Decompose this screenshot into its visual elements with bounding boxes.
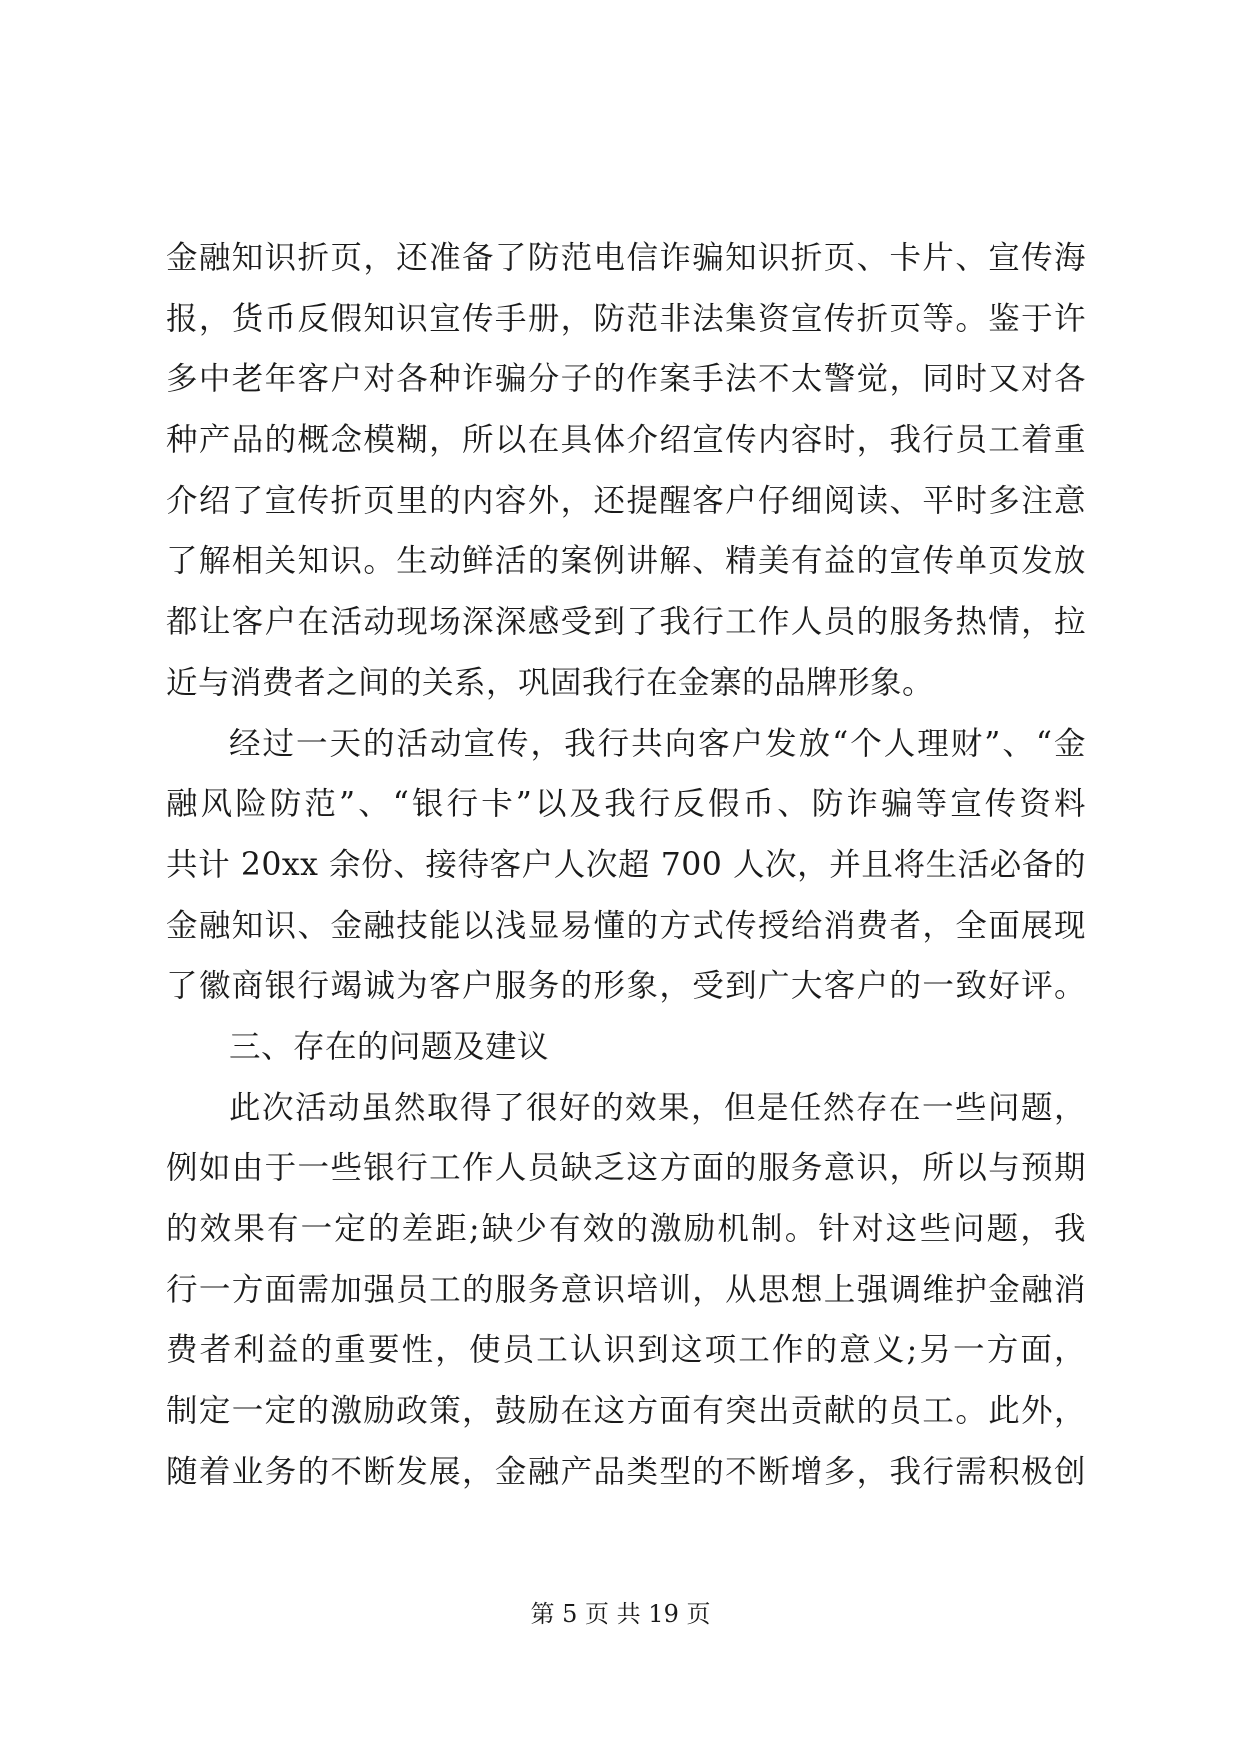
text-line: 的效果有一定的差距;缺少有效的激励机制。针对这些问题，我 <box>166 1211 1086 1247</box>
text-line: 了徽商银行竭诚为客户服务的形象，受到广大客户的一致好评。 <box>166 968 1086 1005</box>
page-footer: 第 5 页 共 19 页 <box>530 1600 711 1628</box>
text-line: 金融知识折页，还准备了防范电信诈骗知识折页、卡片、宣传海 <box>166 240 1086 276</box>
text-line: 报，货币反假知识宣传手册，防范非法集资宣传折页等。鉴于许 <box>166 300 1086 337</box>
text-line: 介绍了宣传折页里的内容外，还提醒客户仔细阅读、平时多注意 <box>166 482 1086 519</box>
section-heading: 三、存在的问题及建议 <box>229 1028 550 1065</box>
text-line: 行一方面需加强员工的服务意识培训，从思想上强调维护金融消 <box>166 1271 1086 1308</box>
text-line: 费者利益的重要性，使员工认识到这项工作的意义;另一方面， <box>166 1332 1086 1369</box>
text-line: 制定一定的激励政策，鼓励在这方面有突出贡献的员工。此外， <box>166 1393 1086 1430</box>
text-line: 共计 20xx 余份、接待客户人次超 700 人次，并且将生活必备的 <box>166 846 1086 883</box>
document-body <box>166 228 1086 1502</box>
text-line: 融风险防范”、“银行卡”以及我行反假币、防诈骗等宣传资料 <box>166 786 1086 823</box>
text-line: 此次活动虽然取得了很好的效果，但是任然存在一些问题， <box>229 1089 1086 1126</box>
text-line: 经过一天的活动宣传，我行共向客户发放“个人理财”、“金 <box>229 725 1086 762</box>
text-line: 随着业务的不断发展，金融产品类型的不断增多，我行需积极创 <box>166 1453 1086 1490</box>
text-line: 了解相关知识。生动鲜活的案例讲解、精美有益的宣传单页发放 <box>166 543 1086 580</box>
text-line: 例如由于一些银行工作人员缺乏这方面的服务意识，所以与预期 <box>166 1150 1086 1187</box>
text-line: 都让客户在活动现场深深感受到了我行工作人员的服务热情，拉 <box>166 604 1086 641</box>
text-line: 多中老年客户对各种诈骗分子的作案手法不太警觉，同时又对各 <box>166 361 1086 398</box>
text-line: 近与消费者之间的关系，巩固我行在金寨的品牌形象。 <box>166 664 935 701</box>
text-line: 种产品的概念模糊，所以在具体介绍宣传内容时，我行员工着重 <box>166 422 1086 459</box>
text-line: 金融知识、金融技能以浅显易懂的方式传授给消费者，全面展现 <box>166 907 1086 944</box>
